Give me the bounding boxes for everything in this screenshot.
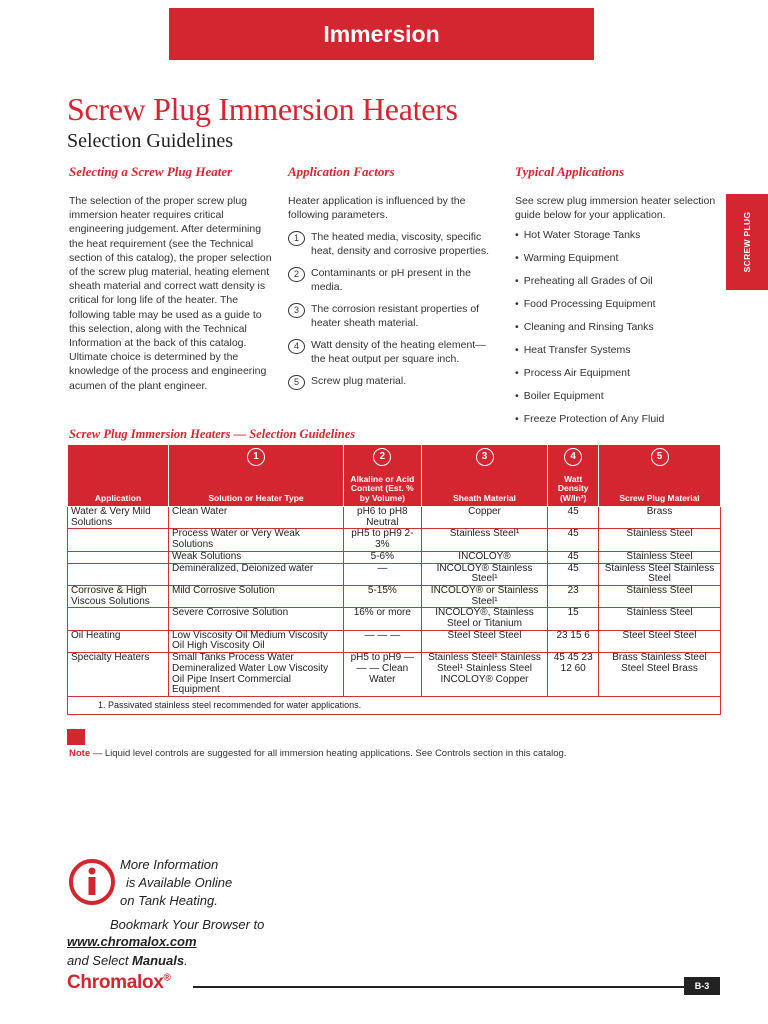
cell-watt: 15 — [548, 608, 599, 630]
cell-content: pH5 to pH9 2-3% — [344, 529, 422, 551]
factor-item — [288, 375, 498, 390]
more-info-line-3: on Tank Heating. — [120, 893, 218, 908]
number-circle: 5 — [651, 448, 669, 466]
list-item: • Heat Transfer Systems — [515, 344, 720, 356]
brand-logo — [67, 972, 171, 994]
table-row — [68, 551, 721, 563]
number-circle: 3 — [476, 448, 494, 466]
list-item: • Preheating all Grades of Oil — [515, 275, 720, 287]
selecting-heading: Selecting a Screw Plug Heater — [69, 164, 233, 179]
factor-number: 4 — [288, 339, 305, 354]
selecting-body: The selection of the proper screw plug immersion heater requires critical engineering judgement. After determining the heat requirement (see the Technical section of this catalog), the proper selection of the screw plug material, heating element sheath material and correct watt density is critical for long life of the heater. The following table may be used as a guide to this selection, along with the Technical Information at the back of this catalog. Ultimate choice is determined by the knowledge of the process and engineering acumen of the plant engineer. — [69, 195, 272, 392]
applications-heading: Typical Applications — [515, 164, 625, 179]
factors-intro: Heater application is influenced by the following parameters. — [288, 195, 466, 222]
factor-item — [288, 339, 498, 366]
list-item: • Food Processing Equipment — [515, 298, 720, 310]
cell-watt: 23 — [548, 585, 599, 607]
cell-type: Small Tanks Process Water Demineralized Water Low Viscosity Oil Pipe Insert Commercial Equipment — [169, 653, 344, 697]
cell-plug: Steel Steel Steel — [599, 630, 721, 652]
selection-table — [67, 444, 721, 715]
cell-content: — — — — [344, 630, 422, 652]
cell-content: — — [344, 563, 422, 585]
cell-plug: Stainless Steel Stainless Steel — [599, 563, 721, 585]
cell-sheath: Steel Steel Steel — [421, 630, 548, 652]
factor-number: 5 — [288, 375, 305, 390]
bookmark-text: Bookmark Your Browser to — [110, 917, 265, 932]
cell-content: 16% or more — [344, 608, 422, 630]
column-header-application: Application — [68, 469, 169, 507]
factor-number: 2 — [288, 267, 305, 282]
select-prefix: and Select — [67, 953, 133, 968]
cell-content: 5-15% — [344, 585, 422, 607]
note-text: — Liquid level controls are suggested for all immersion heating applications. See Controls section in this catalog. — [90, 748, 567, 759]
cell-sheath: INCOLOY® — [421, 551, 548, 563]
side-tab-label: SCREW PLUG — [742, 211, 752, 273]
section-banner: Immersion — [169, 8, 594, 60]
number-circle: 4 — [564, 448, 582, 466]
factor-text: Screw plug material. — [311, 375, 407, 388]
cell-type: Mild Corrosive Solution — [169, 585, 344, 607]
table-circle-row — [68, 445, 721, 470]
cell-type: Process Water or Very Weak Solutions — [169, 529, 344, 551]
factor-number: 3 — [288, 303, 305, 318]
cell-watt: 45 — [548, 529, 599, 551]
application-factors-section — [288, 164, 498, 390]
cell-sheath: INCOLOY® or Stainless Steel¹ — [421, 585, 548, 607]
cell-watt: 23 15 6 — [548, 630, 599, 652]
cell-plug: Stainless Steel — [599, 608, 721, 630]
footer-rule — [193, 986, 685, 988]
factor-text: Contaminants or pH present in the media. — [311, 267, 471, 293]
side-tab — [726, 194, 768, 290]
table-footnote-row — [68, 696, 721, 714]
table-header-row — [68, 469, 721, 507]
table-header-circle — [344, 445, 422, 470]
cell-plug: Stainless Steel — [599, 585, 721, 607]
factor-text: The corrosion resistant properties of heater sheath material. — [311, 303, 480, 329]
table-row — [68, 529, 721, 551]
table-header-circle — [599, 445, 721, 470]
cell-application — [68, 563, 169, 585]
table-corner-marker — [67, 729, 85, 745]
table-row — [68, 653, 721, 697]
page-title: Screw Plug Immersion Heaters — [67, 91, 458, 127]
cell-sheath: Stainless Steel¹ Stainless Steel¹ Stainless Steel INCOLOY® Copper — [421, 653, 548, 697]
table-header-circle — [169, 445, 344, 470]
column-header-plug: Screw Plug Material — [599, 469, 721, 507]
table-row — [68, 507, 721, 529]
list-item: • Freeze Protection of Any Fluid — [515, 413, 720, 425]
cell-sheath: INCOLOY® Stainless Steel¹ — [421, 563, 548, 585]
column-header-watt-density: Watt Density (W/In²) — [548, 469, 599, 507]
cell-type: Severe Corrosive Solution — [169, 608, 344, 630]
selecting-section — [69, 164, 274, 393]
number-circle: 1 — [247, 448, 265, 466]
select-suffix: . — [184, 953, 188, 968]
table-header-circle — [421, 445, 548, 470]
cell-application: Specialty Heaters — [68, 653, 169, 697]
table-row — [68, 630, 721, 652]
page-number: B-3 — [684, 977, 720, 995]
cell-plug: Brass — [599, 507, 721, 529]
more-info-line-2: is Available Online — [126, 875, 233, 890]
table-footnote: 1. Passivated stainless steel recommended for water applications. — [68, 696, 721, 714]
cell-sheath: INCOLOY®, Stainless Steel or Titanium — [421, 608, 548, 630]
info-icon — [68, 858, 116, 906]
more-info-text — [120, 856, 232, 910]
factor-item — [288, 303, 498, 330]
cell-type: Clean Water — [169, 507, 344, 529]
cell-application — [68, 529, 169, 551]
list-item: • Warming Equipment — [515, 252, 720, 264]
typical-applications-section — [515, 164, 720, 436]
cell-watt: 45 — [548, 507, 599, 529]
table-row — [68, 585, 721, 607]
cell-sheath: Copper — [421, 507, 548, 529]
note — [69, 748, 566, 759]
cell-application — [68, 551, 169, 563]
cell-type: Weak Solutions — [169, 551, 344, 563]
website-link[interactable]: www.chromalox.com — [67, 934, 197, 949]
cell-application — [68, 608, 169, 630]
factor-item — [288, 267, 498, 294]
cell-plug: Stainless Steel — [599, 551, 721, 563]
brand-name: Chromalox — [67, 972, 164, 993]
column-header-sheath: Sheath Material — [421, 469, 548, 507]
factor-number: 1 — [288, 231, 305, 246]
cell-content: pH6 to pH8 Neutral — [344, 507, 422, 529]
table-row — [68, 608, 721, 630]
table-header-circle — [548, 445, 599, 470]
cell-plug: Stainless Steel — [599, 529, 721, 551]
more-info-line-1: More Information — [120, 857, 219, 872]
page-subtitle: Selection Guidelines — [67, 130, 234, 152]
cell-plug: Brass Stainless Steel Steel Steel Brass — [599, 653, 721, 697]
number-circle: 2 — [373, 448, 391, 466]
factor-text: Watt density of the heating element—the heat output per square inch. — [311, 339, 486, 365]
table-row — [68, 563, 721, 585]
manuals-label: Manuals — [132, 953, 185, 968]
factor-item — [288, 231, 498, 258]
table-caption: Screw Plug Immersion Heaters — Selection Guidelines — [69, 427, 356, 441]
list-item: • Process Air Equipment — [515, 367, 720, 379]
list-item: • Cleaning and Rinsing Tanks — [515, 321, 720, 333]
factors-heading: Application Factors — [288, 164, 395, 179]
list-item: • Boiler Equipment — [515, 390, 720, 402]
cell-type: Demineralized, Deionized water — [169, 563, 344, 585]
applications-list — [515, 229, 720, 425]
cell-watt: 45 45 23 12 60 — [548, 653, 599, 697]
factor-text: The heated media, viscosity, specific heat, density and corrosive properties. — [311, 231, 490, 257]
cell-application: Oil Heating — [68, 630, 169, 652]
list-item: • Hot Water Storage Tanks — [515, 229, 720, 241]
cell-content: 5-6% — [344, 551, 422, 563]
cell-sheath: Stainless Steel¹ — [421, 529, 548, 551]
column-header-content: Alkaline or Acid Content (Est. % by Volume) — [344, 469, 422, 507]
cell-watt: 45 — [548, 551, 599, 563]
applications-intro: See screw plug immersion heater selection guide below for your application. — [515, 195, 716, 222]
column-header-type: Solution or Heater Type — [169, 469, 344, 507]
cell-content: pH5 to pH9 — — — Clean Water — [344, 653, 422, 697]
cell-application: Water & Very Mild Solutions — [68, 507, 169, 529]
select-manuals-text — [67, 953, 188, 968]
cell-application: Corrosive & High Viscous Solutions — [68, 585, 169, 607]
cell-type: Low Viscosity Oil Medium Viscosity Oil High Viscosity Oil — [169, 630, 344, 652]
cell-watt: 45 — [548, 563, 599, 585]
note-label: Note — [69, 748, 91, 759]
table-header-blank — [68, 445, 169, 470]
registered-mark: ® — [163, 972, 171, 984]
